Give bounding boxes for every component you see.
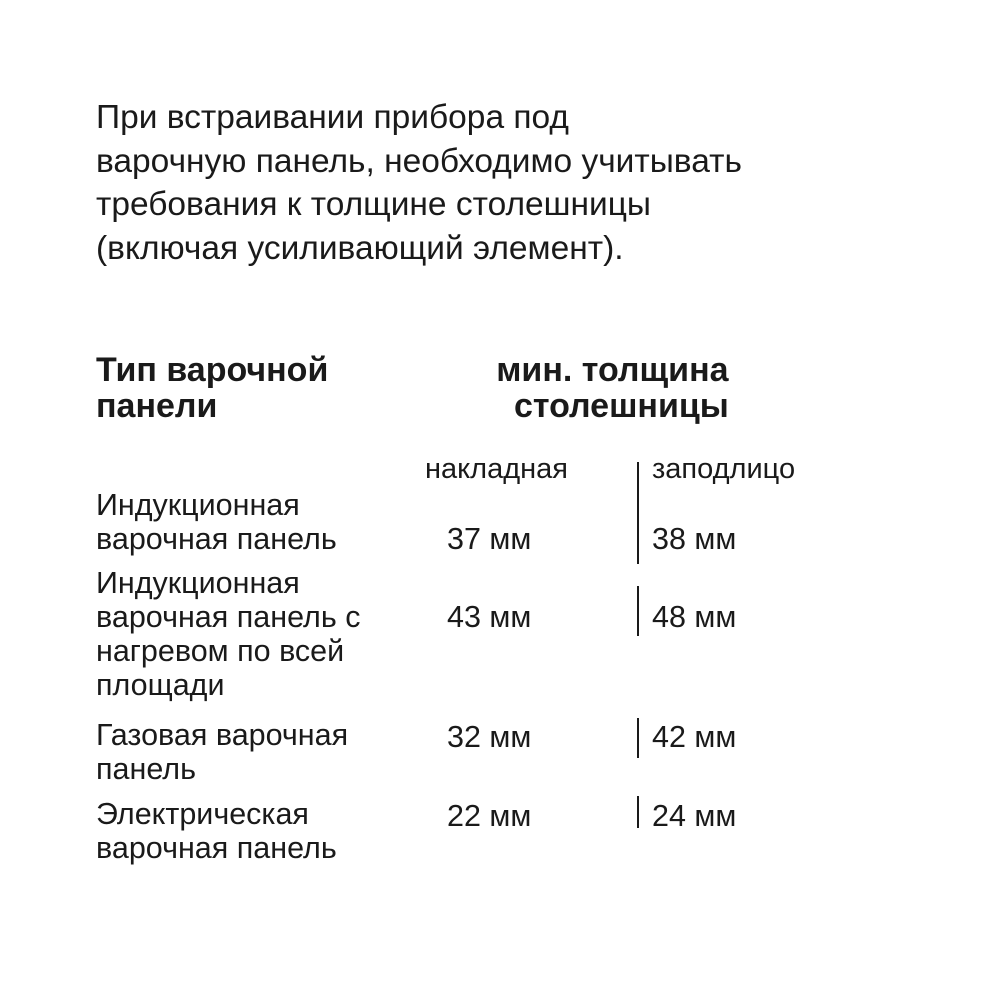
- table-cell-overlay: 37 мм: [447, 522, 532, 556]
- subheader-flush: заподлицо: [652, 453, 796, 485]
- header-line: столешницы: [514, 387, 729, 425]
- column-divider: [637, 586, 639, 636]
- row-name-line: нагревом по всей: [96, 634, 345, 668]
- column-divider: [637, 796, 639, 828]
- header-line: панели: [96, 387, 218, 425]
- table-row-name: [96, 566, 360, 702]
- column-header-hob-type: [96, 352, 328, 424]
- table-cell-flush: 42 мм: [652, 720, 737, 754]
- row-name-line: площади: [96, 668, 225, 702]
- table-row-name: [96, 718, 348, 786]
- intro-line: требования к толщине столешницы: [96, 186, 651, 223]
- header-line: мин. толщина: [496, 351, 729, 389]
- header-line: Тип варочной: [96, 351, 329, 389]
- row-name-line: варочная панель с: [96, 600, 361, 634]
- table-cell-flush: 38 мм: [652, 522, 737, 556]
- intro-line: (включая усиливающий элемент).: [96, 229, 624, 267]
- table-cell-flush: 48 мм: [652, 600, 737, 634]
- column-divider: [637, 718, 639, 758]
- table-cell-flush: 24 мм: [652, 799, 737, 833]
- table-cell-overlay: 43 мм: [447, 600, 532, 634]
- column-header-min-thickness: [496, 352, 729, 424]
- row-name-line: варочная панель: [96, 831, 337, 865]
- column-divider: [637, 462, 639, 564]
- intro-paragraph: [96, 96, 936, 270]
- table-row-name: [96, 488, 337, 556]
- table-cell-overlay: 22 мм: [447, 799, 532, 833]
- table-row-name: [96, 797, 337, 865]
- intro-line: варочную панель, необходимо учитывать: [96, 142, 742, 180]
- row-name-line: Электрическая: [96, 797, 309, 831]
- row-name-line: Индукционная: [96, 566, 300, 600]
- intro-line: При встраивании прибора под: [96, 99, 569, 136]
- subheader-overlay: накладная: [425, 453, 568, 485]
- row-name-line: варочная панель: [96, 522, 337, 556]
- row-name-line: Газовая варочная: [96, 718, 349, 752]
- row-name-line: панель: [96, 752, 196, 786]
- table-cell-overlay: 32 мм: [447, 720, 532, 754]
- row-name-line: Индукционная: [96, 488, 300, 522]
